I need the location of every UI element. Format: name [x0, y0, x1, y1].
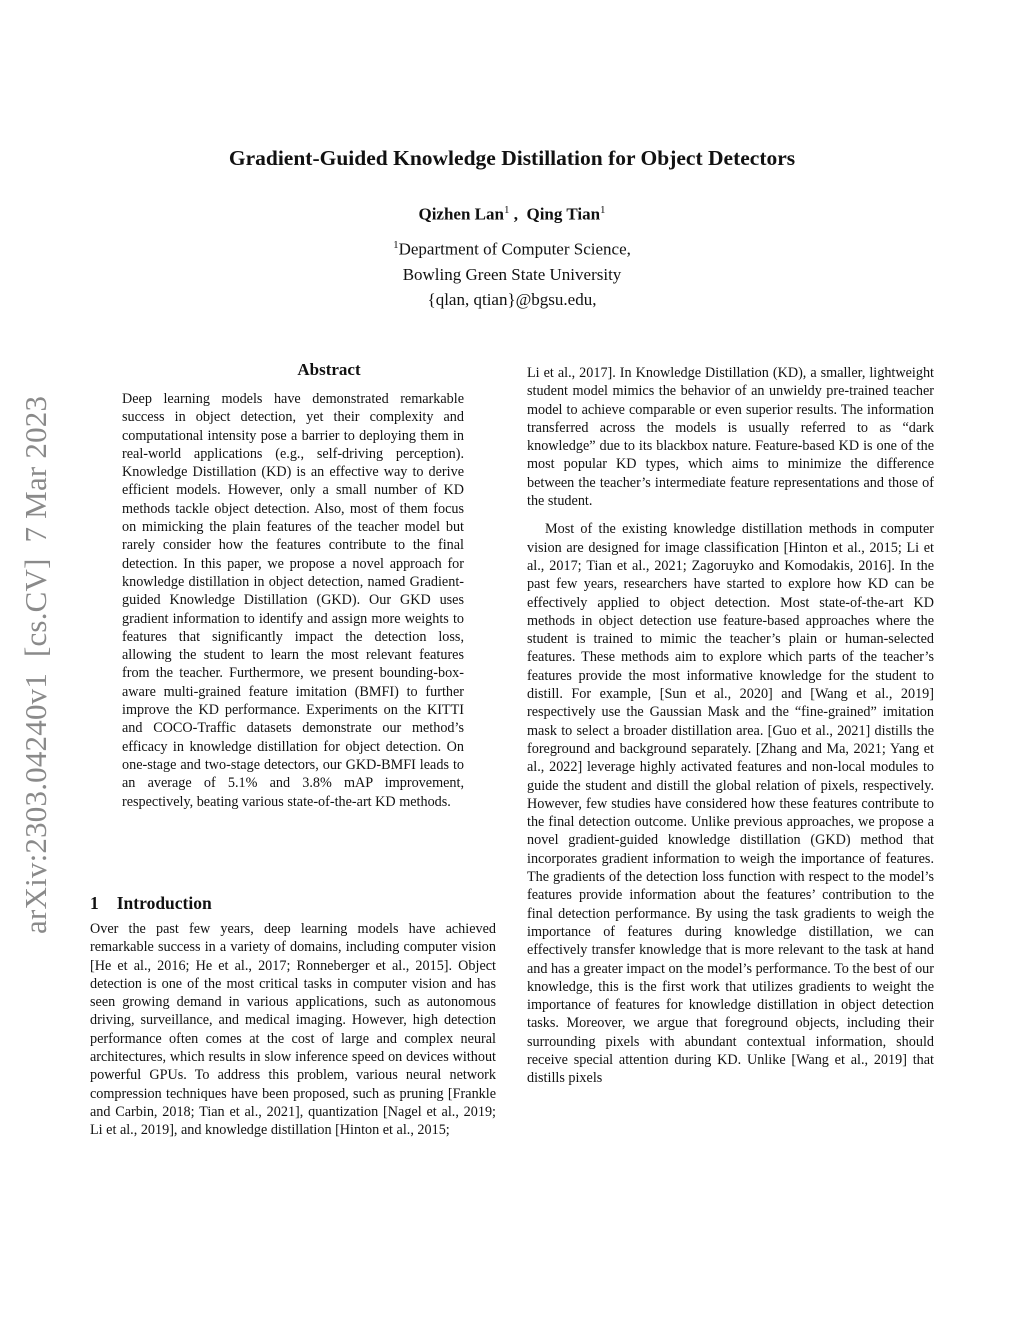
section-number: 1	[90, 893, 99, 913]
section-heading-introduction	[90, 893, 212, 914]
author-affil-mark: 1	[503, 204, 510, 216]
author-list	[90, 204, 934, 225]
affil-mark: 1	[393, 239, 399, 251]
right-column	[527, 364, 934, 1088]
author-name: Qizhen Lan	[418, 204, 504, 224]
affil-department: Department of Computer Science,	[398, 239, 631, 259]
affiliation-block	[90, 233, 934, 312]
paper-title: Gradient-Guided Knowledge Distillation for Object Detectors	[228, 146, 796, 170]
intro-paragraph-left: Over the past few years, deep learning models have achieved remarkable success in a variety of domains, including computer vision [He et al., 2016; He et al., 2017; Ronneberger et al., 2015]. Object detection is one of the most critical tasks in computer vision and has seen growing demand in various applications, such as autonomous driving, surveillance, and medical imaging. However, high detection performance often comes at the cost of large and complex neural architectures, which results in slow inference speed on devices without powerful GPUs. To address this problem, various neural network compression techniques have been proposed, such as pruning [Frankle and Carbin, 2018; Tian et al., 2021], quantization [Nagel et al., 2019; Li et al., 2019], and knowledge distillation [Hinton et al., 2015;	[90, 921, 496, 1139]
section-title: Introduction	[116, 893, 212, 913]
affil-university: Bowling Green State University	[402, 264, 622, 284]
arxiv-identifier-stamp: arXiv:2303.04240v1 [cs.CV] 7 Mar 2023	[18, 395, 53, 934]
abstract-heading: Abstract	[297, 360, 361, 379]
abstract-body: Deep learning models have demonstrated remarkable success in object detection, yet their complexity and computational intensity pose a barrier to deploying them in real-world applications (e.g., self-driving perception). Knowledge Distillation (KD) is an effective way to derive efficient models. However, only a small number of KD methods tackle object detection. Also, most of them focus on mimicking the plain features of the teacher model but rarely consider how the features contribute to the final detection. In this paper, we propose a novel approach for knowledge distillation in object detection, named Gradient-guided Knowledge Distillation (GKD). Our GKD uses gradient information to identify and assign more weights to features that significantly impact the detection loss, allowing the student to learn the most relevant features from the teacher. Furthermore, we present bounding-box-aware multi-grained feature imitation (BMFI) to further improve the KD performance. Experiments on the KITTI and COCO-Traffic datasets demonstrate our method’s efficacy in knowledge distillation for object detection. On one-stage and two-stage detectors, our GKD-BMFI leads to an average of 5.1% and 3.8% mAP improvement, respectively, beating various state-of-the-art KD methods.	[122, 391, 464, 810]
intro-paragraph-right-2: Most of the existing knowledge distillation methods in computer vision are designed for image classification [Hinton et al., 2015; Li et al., 2017; Tian et al., 2021; Zagoruyko and Komodakis, 2016]. In the past few years, researchers have started to explore how KD can be effectively applied to object detection. Most state-of-the-art KD methods in object detection use feature-based approaches where the student is trained to mimic the teacher’s plain or human-selected features. These methods aim to explore which parts of the teacher’s features provide the most informative knowledge for the student to distill. For example, [Sun et al., 2020] and [Wang et al., 2019] respectively use the Gaussian Mask and the “fine-grained” imitation mask to select a broader distillation area. [Guo et al., 2021] distills the foreground and background separately. [Zhang and Ma, 2021; Yang et al., 2022] leverage highly activated features and non-local modules to guide the student and distill the global relation of pixels, respectively. However, few studies have considered how these features contribute to the final detection outcome. Unlike previous approaches, we propose a novel gradient-guided knowledge distillation (GKD) method that incorporates gradient information to weigh the importance of features. The gradients of the detection loss function with respect to the model’s features provide information about the features’ contribution to the final detection performance. By using the task gradients to weigh the importance of features during knowledge distillation, we can effectively transfer knowledge that is more relevant to the task at hand and has a greater impact on the model’s performance. To the best of our knowledge, this is the first work that utilizes gradients to weight the importance of features for knowledge distillation in object detection tasks. Moreover, we argue that foreground objects, including their surrounding pixels with abundant contextual information, should receive special attention during KD. Unlike [Wang et al., 2019] that distills pixels	[527, 521, 934, 1087]
affil-emails: {qlan, qtian}@bgsu.edu,	[427, 289, 597, 309]
author-affil-mark: 1	[600, 204, 606, 216]
intro-paragraph-right-1: Li et al., 2017]. In Knowledge Distillation (KD), a smaller, lightweight student model mimics the behavior of an unwieldy pre-trained teacher model to achieve comparable or even superior results. The information transferred across the models is usually referred to as “dark knowledge” due to its blackbox nature. Feature-based KD is one of the most popular KD types, which aims to minimize the difference between the teacher’s intermediate feature representations and those of the student.	[527, 365, 934, 510]
author-name: Qing Tian	[526, 204, 601, 224]
author-separator: ,	[509, 204, 527, 224]
